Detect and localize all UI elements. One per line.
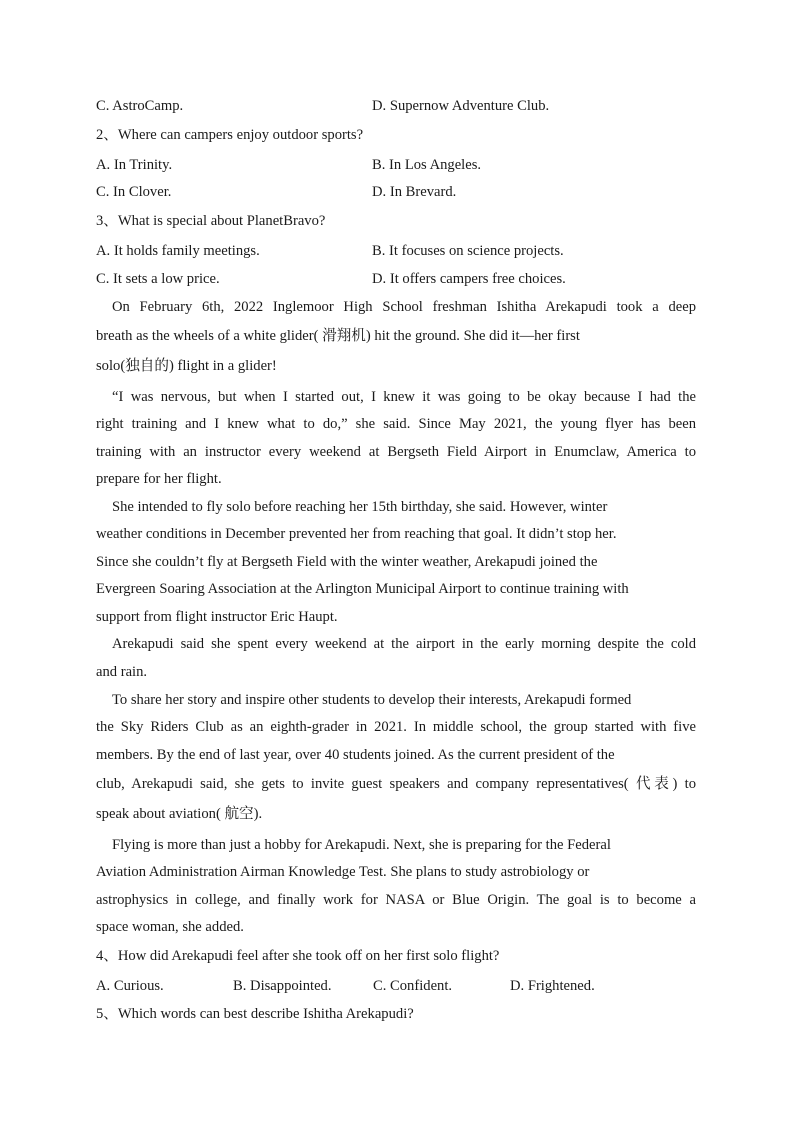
passage-line: space woman, she added. xyxy=(96,919,244,935)
passage-line: She intended to fly solo before reaching her 15th birthday, she said. However, winter xyxy=(112,499,608,515)
passage-line: Since she couldn’t fly at Bergseth Field with the winter weather, Arekapudi joined the xyxy=(96,554,598,570)
q1-option-d: D. Supernow Adventure Club. xyxy=(372,98,550,114)
passage-line: and rain. xyxy=(96,664,148,680)
passage-line: solo(独自的) flight in a glider! xyxy=(96,358,277,374)
q4-option-d: D. Frightened. xyxy=(510,978,595,994)
q4-option-b: B. Disappointed. xyxy=(233,978,332,994)
passage-line: “I was nervous, but when I started out, I knew it was going to be okay because I had the xyxy=(112,389,696,405)
passage-line: support from flight instructor Eric Haupt. xyxy=(96,609,338,625)
passage-line: On February 6th, 2022 Inglemoor High School freshman Ishitha Arekapudi took a deep xyxy=(112,299,696,315)
q3-question: 3、What is special about PlanetBravo? xyxy=(96,213,326,229)
passage-line: speak about aviation( 航空). xyxy=(96,806,263,822)
q2-option-a: A. In Trinity. xyxy=(96,157,173,173)
q3-option-b: B. It focuses on science projects. xyxy=(372,243,564,259)
passage-line: members. By the end of last year, over 40 students joined. As the current president of the xyxy=(96,747,615,763)
q3-option-d: D. It offers campers free choices. xyxy=(372,271,566,287)
passage-line: Flying is more than just a hobby for Arekapudi. Next, she is preparing for the Federal xyxy=(112,837,611,853)
q3-option-c: C. It sets a low price. xyxy=(96,271,220,287)
passage-line: astrophysics in college, and finally work for NASA or Blue Origin. The goal is to become a xyxy=(96,892,696,908)
q4-question: 4、How did Arekapudi feel after she took off on her first solo flight? xyxy=(96,948,500,964)
passage-line: weather conditions in December prevented her from reaching that goal. It didn’t stop her. xyxy=(96,526,617,542)
q5-question: 5、Which words can best describe Ishitha Arekapudi? xyxy=(96,1006,414,1022)
q4-option-a: A. Curious. xyxy=(96,978,164,994)
passage-line: breath as the wheels of a white glider( 滑翔机) hit the ground. She did it—her first xyxy=(96,328,580,344)
q2-question: 2、Where can campers enjoy outdoor sports? xyxy=(96,127,364,143)
passage-line: Arekapudi said she spent every weekend at the airport in the early morning despite the cold xyxy=(112,636,696,652)
passage-line: Evergreen Soaring Association at the Arlington Municipal Airport to continue training with xyxy=(96,581,629,597)
q1-option-c: C. AstroCamp. xyxy=(96,98,184,114)
q3-option-a: A. It holds family meetings. xyxy=(96,243,260,259)
passage-line: the Sky Riders Club as an eighth-grader in 2021. In middle school, the group started with five xyxy=(96,719,696,735)
q4-option-c: C. Confident. xyxy=(373,978,453,994)
passage-line: training with an instructor every weekend at Bergseth Field Airport in Enumclaw, America to xyxy=(96,444,696,460)
passage-line: club, Arekapudi said, she gets to invite guest speakers and company representatives( 代表) to xyxy=(96,776,696,792)
passage-line: prepare for her flight. xyxy=(96,471,222,487)
q2-option-b: B. In Los Angeles. xyxy=(372,157,482,173)
passage-line: Aviation Administration Airman Knowledge Test. She plans to study astrobiology or xyxy=(96,864,590,880)
q2-option-c: C. In Clover. xyxy=(96,184,172,200)
q2-option-d: D. In Brevard. xyxy=(372,184,457,200)
passage-line: To share her story and inspire other students to develop their interests, Arekapudi formed xyxy=(112,692,632,708)
passage-line: right training and I knew what to do,” she said. Since May 2021, the young flyer has been xyxy=(96,416,696,432)
